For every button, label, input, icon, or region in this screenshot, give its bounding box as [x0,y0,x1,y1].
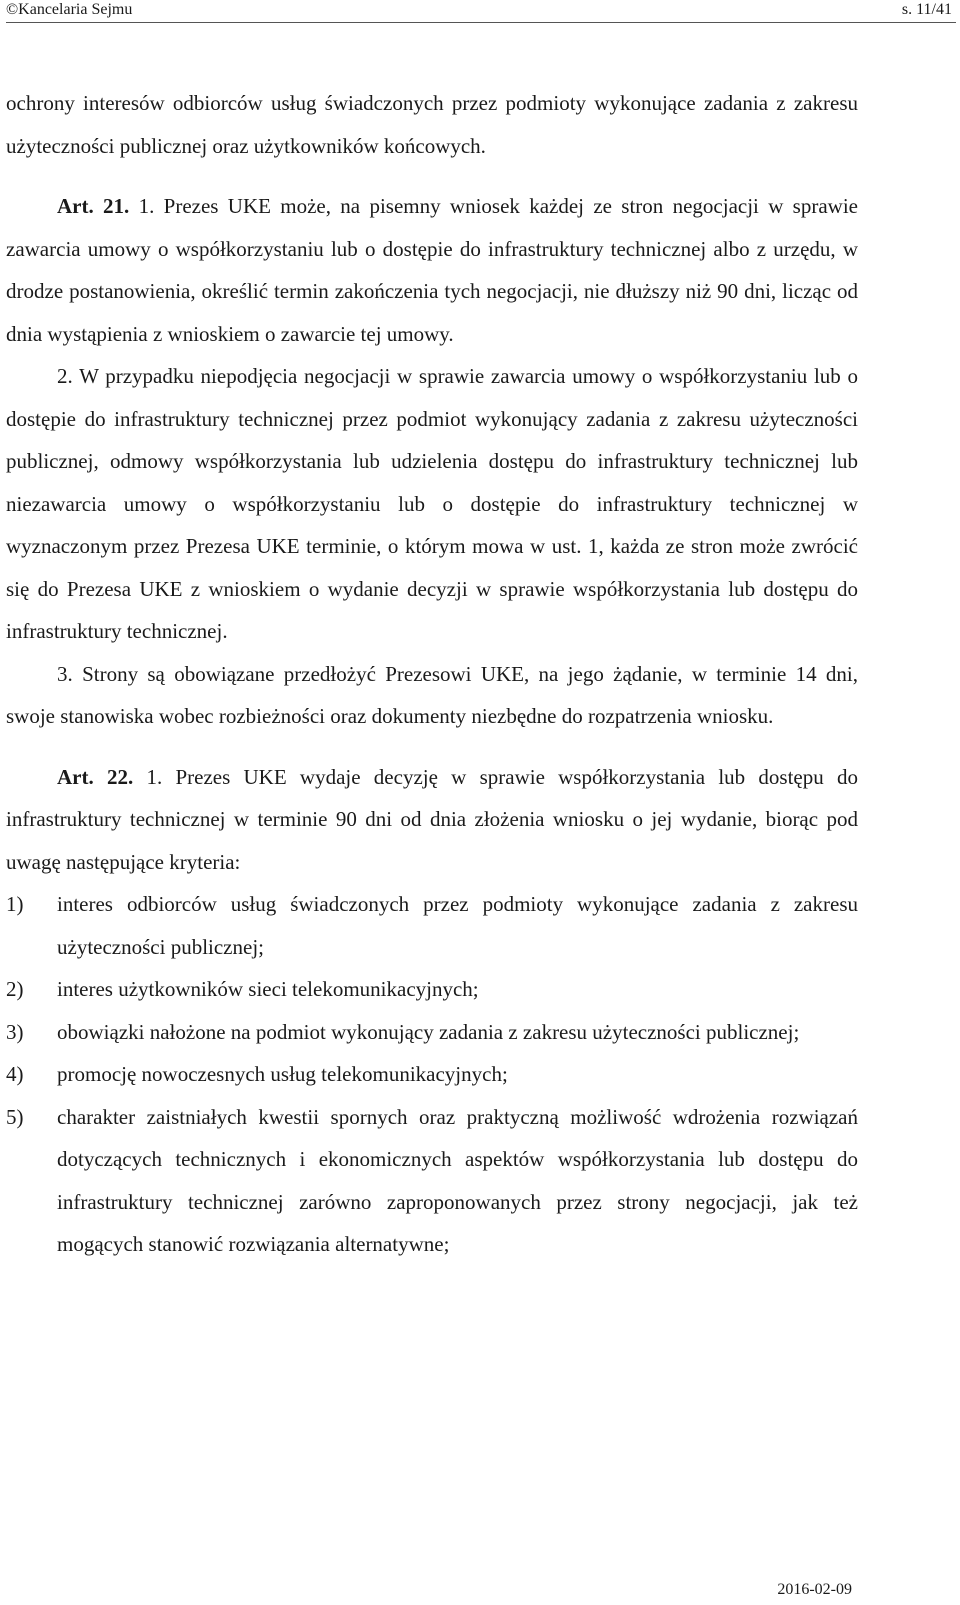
list-item [6,1053,858,1096]
art-21-paragraph-3: 3. Strony są obowiązane przedłożyć Prezesowi UKE, na jego żądanie, w terminie 14 dni, swoje stanowiska wobec rozbieżności oraz dokumenty niezbędne do rozpatrzenia wniosku. [6,661,858,728]
list-item-number: 3) [6,1019,24,1044]
document-date: 2016-02-09 [777,1581,852,1598]
intro-paragraph: ochrony interesów odbiorców usług świadczonych przez podmioty wykonujące zadania z zakresu użyteczności publicznej oraz użytkowników końcowych. [6,91,858,158]
art-21-paragraph-2: 2. W przypadku niepodjęcia negocjacji w sprawie zawarcia umowy o współkorzystaniu lub o dostępie do infrastruktury technicznej przez podmiot wykonujący zadania z zakresu użyteczności publicznej, odmowy współkorzystania lub udzielenia dostępu do infrastruktury technicznej lub niezawarcia umowy o współkorzystaniu lub o dostępie do infrastruktury technicznej w wyznaczonym przez Prezesa UKE terminie, o którym mowa w ust. 1, każda ze stron może zwrócić się do Prezesa UKE z wnioskiem o wydanie decyzji w sprawie współkorzystania lub dostępu do infrastruktury technicznej. [6,364,858,643]
page-header [0,0,960,22]
publisher-label: ©Kancelaria Sejmu [6,1,133,18]
list-item-text: promocję nowoczesnych usług telekomunikacyjnych; [57,1062,508,1086]
art-22-p1-text: 1. Prezes UKE wydaje decyzję w sprawie współkorzystania lub dostępu do infrastruktury technicznej w terminie 90 dni od dnia złożenia wniosku o jej wydanie, biorąc pod uwagę następujące kryteria: [6,764,858,874]
art-22-label: Art. 22. [57,764,134,789]
criteria-list [6,883,858,1266]
art-21-label: Art. 21. [57,194,130,218]
list-item-text: interes użytkowników sieci telekomunikacyjnych; [57,977,479,1001]
list-item-number: 2) [6,977,24,1001]
header-divider [6,22,956,23]
paragraph-spacer [6,738,858,756]
list-item [6,883,858,968]
list-item-number: 1) [6,892,24,916]
list-item-number: 5) [6,1104,24,1129]
list-item-text: obowiązki nałożone na podmiot wykonujący zadania z zakresu użyteczności publicznej; [57,1019,800,1044]
art-21-p1-text: 1. Prezes UKE może, na pisemny wniosek każdej ze stron negocjacji w sprawie zawarcia umowy o współkorzystaniu lub o dostępie do infrastruktury technicznej albo z urzędu, w drodze postanowienia, określić termin zakończenia tych negocjacji, nie dłuższy niż 90 dni, licząc od dnia wystąpienia z wnioskiem o zawarcie tej umowy. [6,194,858,346]
art-21-paragraph-1 [6,185,858,355]
list-item [6,1011,858,1054]
list-item-number: 4) [6,1062,24,1086]
paragraph-spacer [6,167,858,185]
list-item-text: interes odbiorców usług świadczonych przez podmioty wykonujące zadania z zakresu użyteczności publicznej; [57,892,858,959]
list-item-text: charakter zaistniałych kwestii spornych oraz praktyczną możliwość wdrożenia rozwiązań dotyczących technicznych i ekonomicznych aspektów współkorzystania lub dostępu do infrastruktury technicznej zarówno zaproponowanych przez strony negocjacji, jak też mogących stanowić rozwiązania alternatywne; [57,1104,858,1256]
document-body [6,82,858,1266]
page-number: s. 11/41 [901,1,952,18]
list-item [6,1096,858,1266]
art-22-paragraph-1 [6,756,858,884]
list-item [6,968,858,1011]
